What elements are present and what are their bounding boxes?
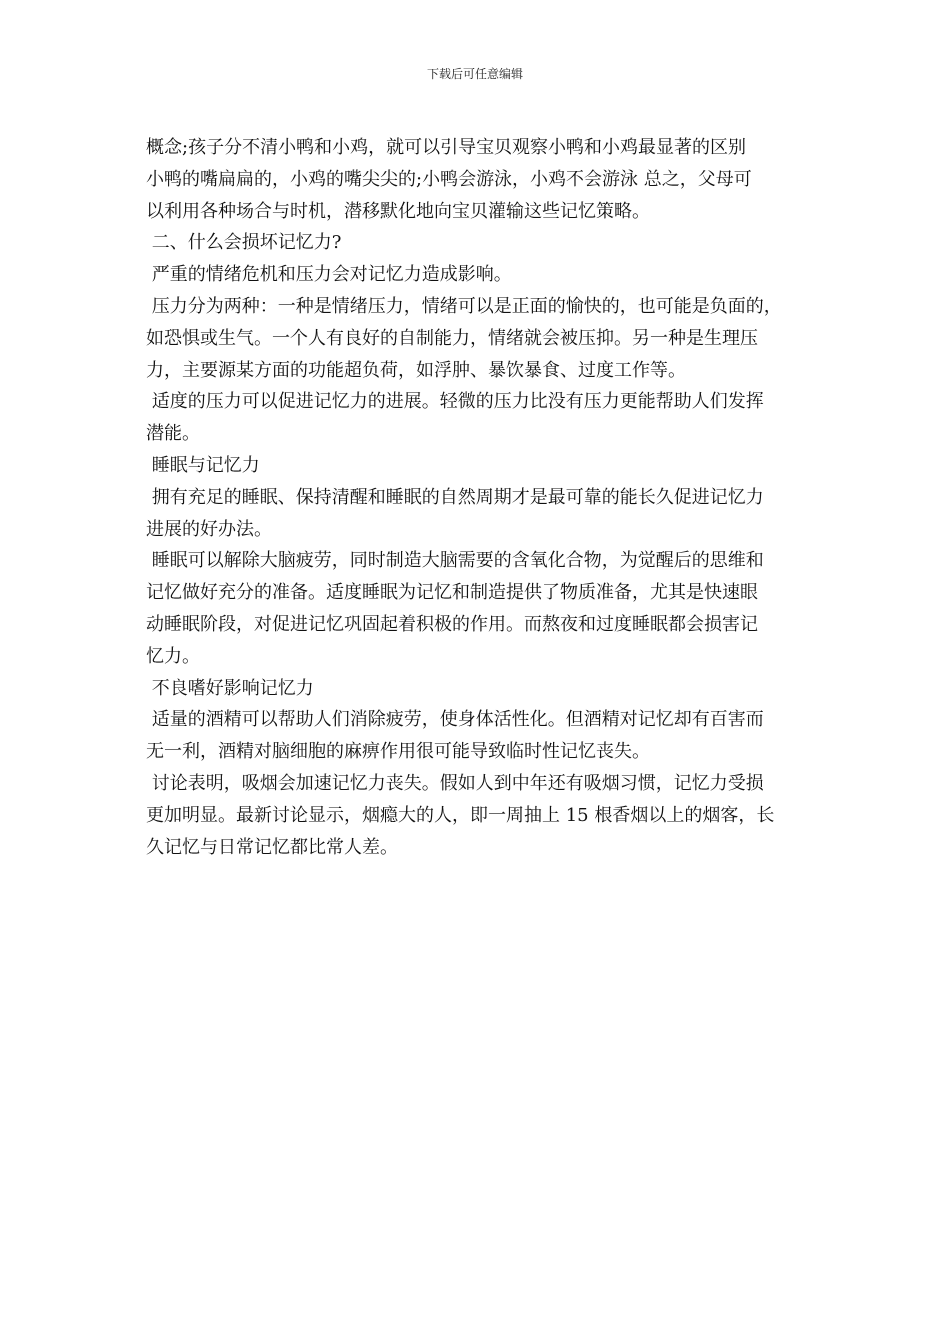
text-line: 讨论表明，吸烟会加速记忆力丧失。假如人到中年还有吸烟习惯，记忆力受损	[146, 772, 764, 794]
text-line: 小鸭的嘴扁扁的，小鸡的嘴尖尖的;小鸭会游泳，小鸡不会游泳 总之，父母可	[146, 168, 752, 190]
page-header: 下载后可任意编辑	[426, 67, 523, 81]
text-line: 概念;孩子分不清小鸭和小鸡，就可以引导宝贝观察小鸭和小鸡最显著的区别	[146, 137, 747, 158]
text-line: 记忆做好充分的准备。适度睡眠为记忆和制造提供了物质准备，尤其是快速眼	[146, 582, 758, 604]
text-line: 以利用各种场合与时机，潜移默化地向宝贝灌输这些记忆策略。	[146, 200, 650, 222]
document-body	[146, 132, 816, 863]
text-line: 更加明显。最新讨论显示，烟瘾大的人，即一周抽上 15 根香烟以上的烟客，长	[146, 804, 775, 826]
text-line: 无一利，酒精对脑细胞的麻痹作用很可能导致临时性记忆丧失。	[146, 741, 650, 763]
text-line: 严重的情绪危机和压力会对记忆力造成影响。	[146, 264, 512, 286]
text-line: 进展的好办法。	[146, 518, 272, 540]
text-line: 压力分为两种：一种是情绪压力，情绪可以是正面的愉快的，也可能是负面的，	[146, 295, 782, 317]
text-line: 如恐惧或生气。一个人有良好的自制能力，情绪就会被压抑。另一种是生理压	[146, 327, 758, 349]
section-heading: 二、什么会损坏记忆力?	[146, 232, 342, 254]
section-heading: 不良嗜好影响记忆力	[146, 677, 314, 699]
text-line: 适量的酒精可以帮助人们消除疲劳，使身体活性化。但酒精对记忆却有百害而	[146, 709, 764, 731]
text-line: 拥有充足的睡眠、保持清醒和睡眠的自然周期才是最可靠的能长久促进记忆力	[146, 486, 764, 508]
text-line: 睡眠可以解除大脑疲劳，同时制造大脑需要的含氧化合物，为觉醒后的思维和	[146, 550, 764, 572]
text-line: 久记忆与日常记忆都比常人差。	[146, 836, 398, 858]
section-heading: 睡眠与记忆力	[146, 454, 260, 476]
text-line: 忆力。	[146, 645, 200, 667]
text-line: 动睡眠阶段，对促进记忆巩固起着积极的作用。而熬夜和过度睡眠都会损害记	[146, 613, 758, 635]
text-line: 力，主要源某方面的功能超负荷，如浮肿、暴饮暴食、过度工作等。	[146, 359, 686, 381]
text-line: 适度的压力可以促进记忆力的进展。轻微的压力比没有压力更能帮助人们发挥	[146, 391, 764, 413]
text-line: 潜能。	[146, 423, 200, 445]
